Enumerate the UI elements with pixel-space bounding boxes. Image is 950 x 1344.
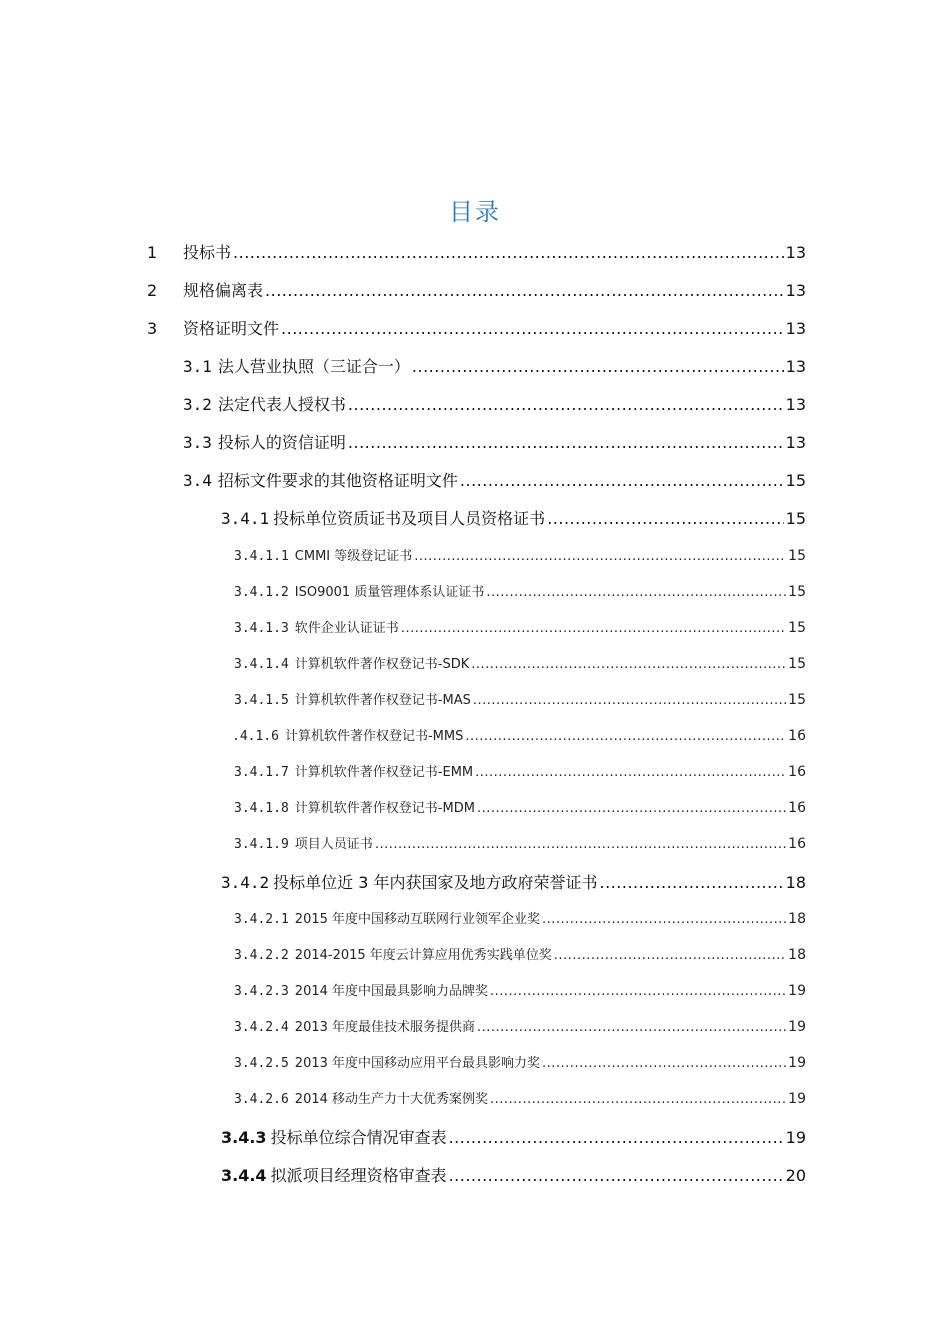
toc-entry[interactable]: [183, 468, 806, 491]
toc-entry[interactable]: [221, 1125, 806, 1148]
toc-entry-page: 20: [785, 1166, 806, 1185]
toc-entry-number: 3.4.2.5: [234, 1056, 289, 1071]
toc-dot-leader: [412, 357, 784, 376]
toc-entry-title: 投标单位资质证书及项目人员资格证书: [273, 509, 546, 528]
toc-entry[interactable]: [234, 1088, 806, 1107]
toc-entry-number: 3.4.1.1: [234, 549, 289, 564]
toc-entry-title: 2014-2015 年度云计算应用优秀实践单位奖: [294, 948, 552, 963]
toc-dot-leader: [490, 1092, 786, 1107]
toc-entry[interactable]: [147, 240, 806, 263]
toc-entry-page: 19: [788, 1019, 806, 1035]
toc-entry[interactable]: [147, 316, 806, 339]
toc-entry[interactable]: [234, 908, 806, 927]
toc-entry[interactable]: [234, 1052, 806, 1071]
toc-entry-title: ISO9001 质量管理体系认证证书: [294, 585, 485, 600]
toc-entry[interactable]: [234, 761, 806, 780]
toc-entry-number: 3.4.2.1: [234, 912, 289, 927]
toc-entry-number: 3.4.1.9: [234, 837, 289, 852]
toc-entry[interactable]: [221, 870, 806, 893]
toc-entry[interactable]: [234, 1016, 806, 1035]
toc-dot-leader: [477, 1020, 786, 1035]
toc-dot-leader: [233, 243, 784, 262]
toc-entry-title: 投标人的资信证明: [217, 433, 346, 452]
toc-dot-leader: [401, 621, 786, 636]
toc-entry-page: 15: [788, 692, 806, 708]
toc-entry-number: 3.4.1.5: [234, 693, 289, 708]
toc-entry[interactable]: [234, 545, 806, 564]
toc-entry-number: 3.2: [183, 395, 212, 414]
toc-dot-leader: [600, 873, 784, 892]
toc-entry-page: 15: [785, 509, 806, 528]
toc-entry-number: 3.4: [183, 471, 212, 490]
toc-entry-title: 投标单位近 3 年内获国家及地方政府荣誉证书: [273, 873, 598, 892]
toc-dot-leader: [460, 471, 784, 490]
toc-dot-leader: [281, 319, 784, 338]
toc-entry-title: 法人营业执照（三证合一）: [217, 357, 410, 376]
toc-entry-page: 15: [788, 656, 806, 672]
toc-entry-number: 3.1: [183, 357, 212, 376]
toc-entry-title: 资格证明文件: [183, 319, 280, 338]
toc-entry-title: 2013 年度中国移动应用平台最具影响力奖: [294, 1056, 541, 1071]
toc-entry-page: 16: [788, 800, 806, 816]
toc-entry-page: 15: [788, 584, 806, 600]
toc-entry-title: 2014 移动生产力十大优秀案例奖: [294, 1092, 489, 1107]
toc-entry-title: 计算机软件著作权登记书-SDK: [294, 657, 470, 672]
toc-dot-leader: [475, 765, 786, 780]
toc-dot-leader: [465, 729, 786, 744]
toc-entry-page: 13: [785, 281, 806, 300]
toc-entry-title: 软件企业认证证书: [294, 621, 399, 636]
toc-dot-leader: [449, 1166, 784, 1185]
toc-dot-leader: [542, 912, 786, 927]
toc-dot-leader: [486, 585, 786, 600]
toc-entry-page: 16: [788, 836, 806, 852]
toc-entry[interactable]: [183, 430, 806, 453]
toc-entry-number: 3.4.2.6: [234, 1092, 289, 1107]
toc-entry[interactable]: [221, 1163, 806, 1186]
toc-entry-number: 3.4.2.3: [234, 984, 289, 999]
toc-entry-page: 16: [788, 728, 806, 744]
toc-entry-page: 15: [788, 548, 806, 564]
toc-entry-number: 3.4.1.2: [234, 585, 289, 600]
toc-dot-leader: [477, 801, 786, 816]
toc-entry[interactable]: [234, 944, 806, 963]
toc-entry-page: 13: [785, 319, 806, 338]
toc-entry-title: 投标书: [183, 243, 232, 262]
toc-entry-number: 3.4.2: [221, 873, 270, 892]
toc-entry[interactable]: [234, 980, 806, 999]
toc-entry-title: 计算机软件著作权登记书-MAS: [294, 693, 471, 708]
toc-entry-number: 3.4.2.2: [234, 948, 289, 963]
toc-entry[interactable]: [232, 725, 806, 744]
toc-entry[interactable]: [183, 354, 806, 377]
toc-entry-number: 3.3: [183, 433, 212, 452]
toc-entry-page: 18: [788, 947, 806, 963]
toc-entry-number: 3.4.1.8: [234, 801, 289, 816]
toc-entry-title: 项目人员证书: [294, 837, 373, 852]
toc-entry-number: 3.4.1: [221, 509, 270, 528]
toc-entry-number: 3.4.3: [221, 1128, 267, 1147]
toc-entry-page: 19: [785, 1128, 806, 1147]
toc-entry[interactable]: [234, 797, 806, 816]
toc-entry-title: 计算机软件著作权登记书-MDM: [294, 801, 475, 816]
toc-entry-number: 3.4.2.4: [234, 1020, 289, 1035]
toc-entry-title: 招标文件要求的其他资格证明文件: [217, 471, 458, 490]
toc-dot-leader: [348, 395, 784, 414]
toc-entry-page: 13: [785, 395, 806, 414]
toc-entry[interactable]: [234, 617, 806, 636]
toc-dot-leader: [547, 509, 783, 528]
toc-entry-title: CMMI 等级登记证书: [294, 549, 413, 564]
toc-entry-title: 计算机软件著作权登记书-MMS: [284, 729, 464, 744]
toc-entry-page: 19: [788, 983, 806, 999]
toc-entry[interactable]: [147, 278, 806, 301]
toc-entry-page: 19: [788, 1091, 806, 1107]
toc-entry[interactable]: [221, 506, 806, 529]
toc-entry-number: 3: [147, 319, 158, 338]
toc-entry-title: 2013 年度最佳技术服务提供商: [294, 1020, 476, 1035]
toc-dot-leader: [471, 657, 786, 672]
toc-entry-page: 16: [788, 764, 806, 780]
toc-entry-title: 2015 年度中国移动互联网行业领军企业奖: [294, 912, 541, 927]
toc-entry-number: 3.4.1.3: [234, 621, 289, 636]
toc-entry-number: 1: [147, 243, 158, 262]
toc-entry-number: 3.4.1.7: [234, 765, 289, 780]
toc-entry-title: 投标单位综合情况审查表: [270, 1128, 447, 1147]
toc-dot-leader: [449, 1128, 784, 1147]
toc-dot-leader: [542, 1056, 786, 1071]
toc-entry-title: 2014 年度中国最具影响力品牌奖: [294, 984, 489, 999]
toc-entry-page: 15: [785, 471, 806, 490]
toc-title: 目录: [449, 198, 501, 226]
toc-dot-leader: [490, 984, 786, 999]
toc-entry-title: 法定代表人授权书: [217, 395, 346, 414]
toc-entry-page: 13: [785, 243, 806, 262]
toc-entry-number: 3.4.4: [221, 1166, 267, 1185]
toc-entry-page: 18: [785, 873, 806, 892]
toc-entry-page: 18: [788, 911, 806, 927]
toc-entry[interactable]: [234, 689, 806, 708]
toc-entry-title: 计算机软件著作权登记书-EMM: [294, 765, 474, 780]
toc-entry-page: 19: [788, 1055, 806, 1071]
toc-entry-page: 15: [788, 620, 806, 636]
toc-entry-title: 规格偏离表: [183, 281, 264, 300]
toc-dot-leader: [348, 433, 784, 452]
toc-dot-leader: [265, 281, 784, 300]
toc-entry-page: 13: [785, 357, 806, 376]
toc-entry-number: .4.1.6: [232, 729, 279, 744]
toc-entry[interactable]: [183, 392, 806, 415]
toc-entry-number: 3.4.1.4: [234, 657, 289, 672]
toc-entry[interactable]: [234, 833, 806, 852]
toc-dot-leader: [554, 948, 786, 963]
toc-dot-leader: [414, 549, 786, 564]
toc-dot-leader: [473, 693, 786, 708]
toc-entry[interactable]: [234, 581, 806, 600]
toc-dot-leader: [375, 837, 786, 852]
toc-entry-page: 13: [785, 433, 806, 452]
toc-entry-title: 拟派项目经理资格审查表: [270, 1166, 447, 1185]
toc-entry-number: 2: [147, 281, 158, 300]
toc-entry[interactable]: [234, 653, 806, 672]
